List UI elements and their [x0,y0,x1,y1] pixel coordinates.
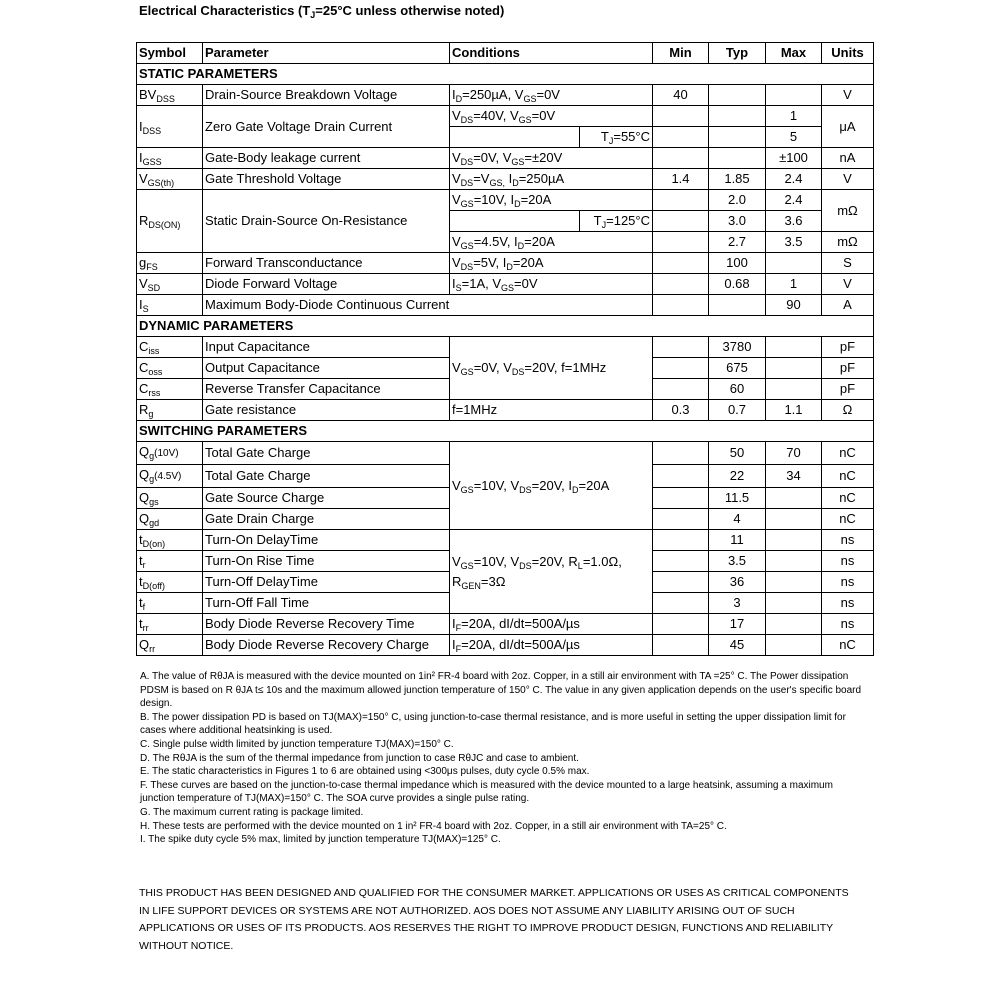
note-f: F. These curves are based on the junction-to-case thermal impedance which is measured with the device mounted to a large heatsink, assuming a maximum junction temperature of TJ(MAX)=150° C. The SOA curve provides a single pulse rating. [140,779,833,805]
condition: $I_D=250\mu A$, $V_{GS}=0V$ [450,85,653,106]
typ: 675 [709,358,766,379]
condition: $V_{GS}=10V$, $I_D=20A$ [450,190,653,211]
symbol: $C_{iss}$ [137,337,203,358]
typ: 60 [709,379,766,400]
note-a: A. The value of RθJA is measured with the device mounted on 1in² FR-4 board with 2oz. Copper, in a still air environment with TA =25° C. The Power dissipation PDSM is based on R θJA t≤ 10s and the maximum allowed junction temperature of 150° C. The value in any given application depends on the user's specific board design. [140,671,862,710]
units: mΩ [822,190,874,232]
parameter: Input Capacitance [203,337,450,358]
header-typ: Typ [709,43,766,64]
condition: $V_{GS}=10V$, $V_{DS}=20V$, $I_D=20A$ [450,442,653,530]
symbol: $I_S$ [137,295,203,316]
table-row [137,148,874,169]
typ: 0.68 [709,274,766,295]
parameter: Reverse Transfer Capacitance [203,379,450,400]
parameter: Forward Transconductance [203,253,450,274]
min: 0.3 [653,400,709,421]
parameter: Zero Gate Voltage Drain Current [203,106,450,148]
max: 1.1 [766,400,822,421]
table-row [137,169,874,190]
parameter: Output Capacitance [203,358,450,379]
typ: 2.0 [709,190,766,211]
parameter: Maximum Body-Diode Continuous Current [203,295,653,316]
symbol: $BV_{DSS}$ [137,85,203,106]
symbol: $Q_{gd}$ [137,509,203,530]
page-title: Electrical Characteristics ($T_J=25^\circ C$ unless otherwise noted) [139,3,505,20]
units: nC [822,465,874,488]
units: pF [822,337,874,358]
header-max: Max [766,43,822,64]
table-row [137,400,874,421]
units: ns [822,530,874,551]
units: nA [822,148,874,169]
parameter: Turn-Off Fall Time [203,593,450,614]
note-b: B. The power dissipation PD is based on TJ(MAX)=150° C, using junction-to-case thermal resistance, and is more useful in setting the upper dissipation limit for cases where additional heatsinking is used. [140,711,846,737]
units: nC [822,509,874,530]
symbol: $V_{GS(th)}$ [137,169,203,190]
note-i: I. The spike duty cycle 5% max, limited by junction temperature TJ(MAX)=125° C. [140,834,501,846]
symbol: $I_{DSS}$ [137,106,203,148]
units: ns [822,614,874,635]
header-min: Min [653,43,709,64]
typ: 2.7 [709,232,766,253]
footnotes [140,670,865,847]
parameter: Static Drain-Source On-Resistance [203,190,450,253]
symbol: $C_{oss}$ [137,358,203,379]
table-row [137,614,874,635]
table-row [137,635,874,656]
max: 5 [766,127,822,148]
units: ns [822,551,874,572]
parameter: Drain-Source Breakdown Voltage [203,85,450,106]
table-row [137,274,874,295]
parameter: Turn-On DelayTime [203,530,450,551]
max: ±100 [766,148,822,169]
max: 2.4 [766,190,822,211]
parameter: Total Gate Charge [203,442,450,465]
units: nC [822,635,874,656]
parameter: Diode Forward Voltage [203,274,450,295]
typ: 45 [709,635,766,656]
min: 40 [653,85,709,106]
parameter: Turn-On Rise Time [203,551,450,572]
symbol: $Q_g(10V)$ [137,442,203,465]
units: μA [822,106,874,148]
max: 1 [766,274,822,295]
symbol: $t_r$ [137,551,203,572]
parameter: Body Diode Reverse Recovery Charge [203,635,450,656]
typ: 100 [709,253,766,274]
condition: $V_{DS}=5V$, $I_D=20A$ [450,253,653,274]
typ: 22 [709,465,766,488]
note-e: E. The static characteristics in Figures 1 to 6 are obtained using <300μs pulses, duty cycle 0.5% max. [140,766,590,778]
max: 2.4 [766,169,822,190]
symbol: $t_{D(off)}$ [137,572,203,593]
note-c: C. Single pulse width limited by junction temperature TJ(MAX)=150° C. [140,738,454,750]
condition: $V_{GS}=10V$, $V_{DS}=20V$, $R_L=1.0\Omega$, $R_{GEN}=3\Omega$ [450,530,653,614]
header-units: Units [822,43,874,64]
parameter: Gate Threshold Voltage [203,169,450,190]
symbol: $I_{GSS}$ [137,148,203,169]
max: 1 [766,106,822,127]
symbol: $t_{rr}$ [137,614,203,635]
table-header [137,43,874,64]
max: 3.5 [766,232,822,253]
symbol: $t_{D(on)}$ [137,530,203,551]
section-dynamic: DYNAMIC PARAMETERS [137,316,874,337]
units: ns [822,572,874,593]
note-h: H. These tests are performed with the device mounted on 1 in² FR-4 board with 2oz. Copper, in a still air environment with TA=25° C. [140,820,727,832]
electrical-characteristics-table [136,42,874,656]
table-row [137,337,874,358]
units: V [822,169,874,190]
parameter: Turn-Off DelayTime [203,572,450,593]
section-static: STATIC PARAMETERS [137,64,874,85]
typ: 17 [709,614,766,635]
units: nC [822,442,874,465]
note-g: G. The maximum current rating is package limited. [140,806,364,818]
condition: $V_{GS}=0V$, $V_{DS}=20V$, f=1MHz [450,337,653,400]
typ: 3 [709,593,766,614]
condition: $I_F=20A$, dI/dt=500A/µs [450,635,653,656]
condition: $V_{DS}=0V$, $V_{GS}=\pm 20V$ [450,148,653,169]
symbol: $g_{FS}$ [137,253,203,274]
units: pF [822,358,874,379]
units: A [822,295,874,316]
min: 1.4 [653,169,709,190]
note-d: D. The RθJA is the sum of the thermal impedance from junction to case RθJC and case to ambient. [140,752,579,764]
symbol: $Q_{rr}$ [137,635,203,656]
max: 3.6 [766,211,822,232]
parameter: Body Diode Reverse Recovery Time [203,614,450,635]
units: Ω [822,400,874,421]
condition-temp: $T_J=55^\circ C$ [580,127,653,148]
header-symbol: Symbol [137,43,203,64]
typ: 11.5 [709,488,766,509]
condition: $I_F=20A$, dI/dt=500A/µs [450,614,653,635]
condition: $I_S=1A$, $V_{GS}=0V$ [450,274,653,295]
units: nC [822,488,874,509]
table-row [137,295,874,316]
typ: 1.85 [709,169,766,190]
symbol: $Q_{gs}$ [137,488,203,509]
symbol: $Q_g(4.5V)$ [137,465,203,488]
units: ns [822,593,874,614]
max: 90 [766,295,822,316]
typ: 3.0 [709,211,766,232]
units: pF [822,379,874,400]
condition: $V_{DS}=V_{GS,}$ $I_D=250\mu A$ [450,169,653,190]
parameter: Gate-Body leakage current [203,148,450,169]
symbol: $t_f$ [137,593,203,614]
header-parameter: Parameter [203,43,450,64]
table-row [137,442,874,465]
typ: 3.5 [709,551,766,572]
table-row [137,190,874,211]
table-row [137,85,874,106]
typ: 4 [709,509,766,530]
parameter: Gate resistance [203,400,450,421]
typ: 36 [709,572,766,593]
header-conditions: Conditions [450,43,653,64]
typ: 11 [709,530,766,551]
table-row [137,253,874,274]
units: V [822,85,874,106]
symbol: $R_g$ [137,400,203,421]
table-row [137,106,874,127]
typ: 50 [709,442,766,465]
units: S [822,253,874,274]
typ: 0.7 [709,400,766,421]
condition-temp: $T_J=125^\circ C$ [580,211,653,232]
section-switching: SWITCHING PARAMETERS [137,421,874,442]
typ: 3780 [709,337,766,358]
max: 34 [766,465,822,488]
units: V [822,274,874,295]
disclaimer: THIS PRODUCT HAS BEEN DESIGNED AND QUALIFIED FOR THE CONSUMER MARKET. APPLICATIONS OR USES AS CRITICAL COMPONENTS IN LIFE SUPPORT DEVICES OR SYSTEMS ARE NOT AUTHORIZED. AOS DOES NOT ASSUME ANY LIABILITY ARISING OUT OF SUCH APPLICATIONS OR USES OF ITS PRODUCTS. AOS RESERVES THE RIGHT TO IMPROVE PRODUCT DESIGN, FUNCTIONS AND RELIABILITY WITHOUT NOTICE. [139,887,849,952]
parameter: Total Gate Charge [203,465,450,488]
units: mΩ [822,232,874,253]
parameter: Gate Source Charge [203,488,450,509]
condition: $V_{GS}=4.5V$, $I_D=20A$ [450,232,653,253]
max: 70 [766,442,822,465]
table-row [137,530,874,551]
condition: f=1MHz [450,400,653,421]
parameter: Gate Drain Charge [203,509,450,530]
condition: $V_{DS}=40V$, $V_{GS}=0V$ [450,106,653,127]
symbol: $C_{rss}$ [137,379,203,400]
symbol: $R_{DS(ON)}$ [137,190,203,253]
symbol: $V_{SD}$ [137,274,203,295]
